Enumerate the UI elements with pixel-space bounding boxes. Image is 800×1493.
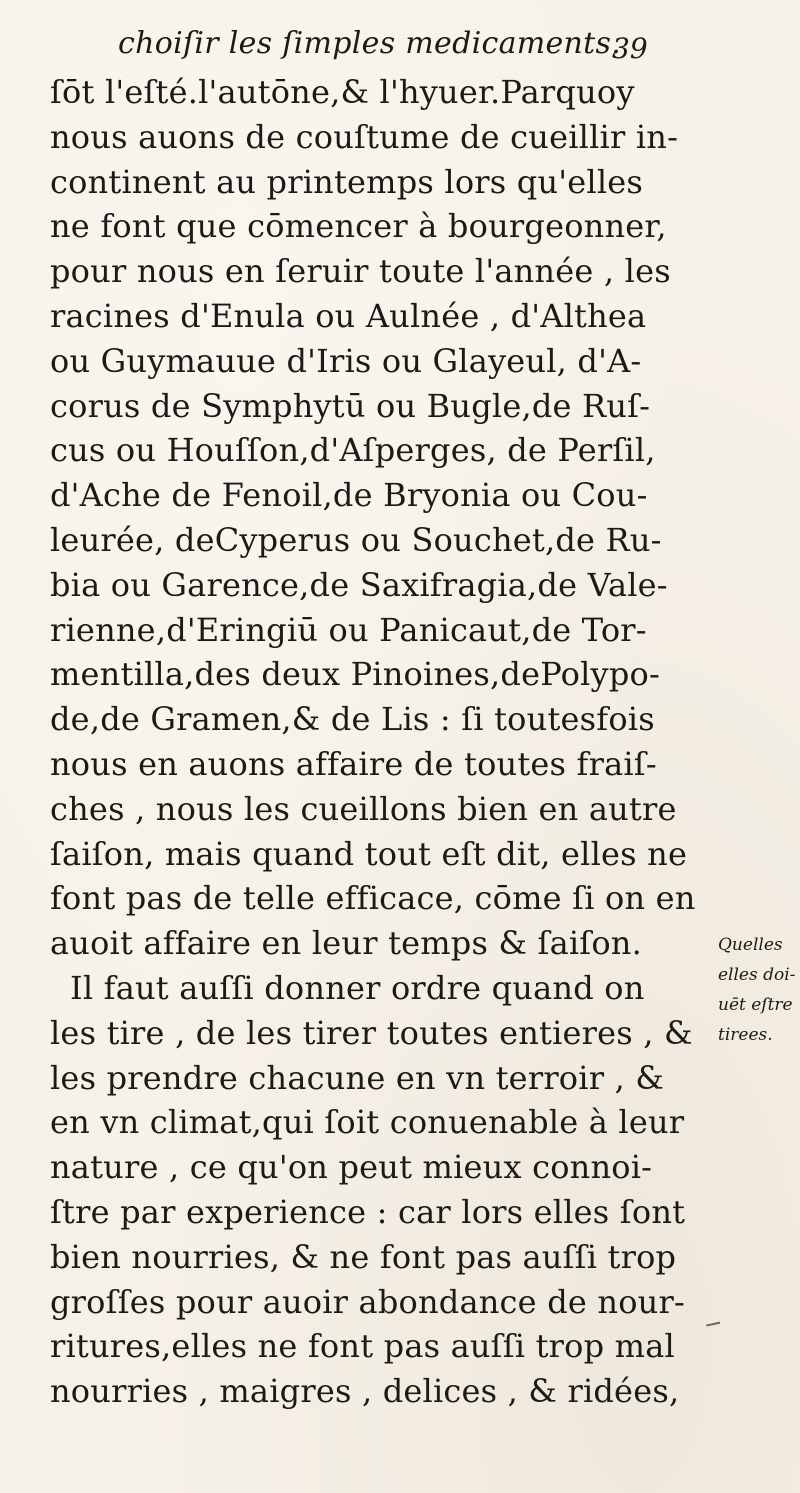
text-line: groſſes pour auoir abondance de nour- [50, 1282, 685, 1321]
marginal-note [718, 930, 798, 1050]
running-title: choiſir les ſimples medicaments. [118, 26, 622, 61]
text-line: corus de Symphytū ou Bugle,de Ruſ- [50, 386, 651, 425]
text-line: racines d'Enula ou Aulnée , d'Althea [50, 296, 647, 335]
text-line: ſōt l'eſté.l'autōne,& l'hyuer.Parquoy [50, 73, 635, 111]
text-line: mentilla,des deux Pinoines,dePolypo- [50, 655, 660, 694]
text-line: nature , ce qu'on peut mieux connoi- [50, 1148, 653, 1187]
marginal-note-line: uēt eſtre [718, 995, 793, 1015]
paragraph-start-line: Il faut auſſi donner ordre quand on [70, 968, 645, 1007]
text-line: ches , nous les cueillons bien en autre [50, 789, 677, 828]
text-line: auoit affaire en leur temps & ſaiſon. [50, 924, 642, 963]
marginal-note-line: elles doi- [718, 965, 796, 985]
text-line: les tire , de les tirer toutes entieres , & [50, 1013, 693, 1052]
text-line: ou Guymauue d'Iris ou Glayeul, d'A- [50, 341, 642, 380]
text-line: ſtre par experience : car lors elles ſont [50, 1192, 686, 1231]
text-line: d'Ache de Fenoil,de Bryonia ou Cou- [50, 476, 648, 515]
text-line: nous auons de couſtume de cueillir in- [50, 117, 679, 156]
page-header [0, 22, 800, 72]
text-line: rienne,d'Eringiū ou Panicaut,de Tor- [50, 610, 647, 649]
marginal-note-line: Quelles [718, 935, 783, 955]
text-line: font pas de telle efficace, cōme ſi on en [50, 879, 696, 918]
text-line: leurée, deCyperus ou Souchet,de Ru- [50, 520, 662, 559]
text-line: les prendre chacune en vn terroir , & [50, 1058, 665, 1097]
text-line: ritures,elles ne font pas auſſi trop mal [50, 1327, 675, 1366]
text-line: ne font que cōmencer à bourgeonner, [50, 207, 667, 246]
text-line: pour nous en ſeruir toute l'année , les [50, 252, 671, 291]
text-line: nous en auons affaire de toutes fraiſ- [50, 744, 657, 783]
text-line: nourries , maigres , delices , & ridées, [50, 1372, 680, 1411]
ink-mark [706, 1322, 722, 1335]
text-line: bien nourries, & ne font pas auſſi trop [50, 1237, 677, 1276]
text-line: cus ou Houſſon,d'Aſperges, de Perſil, [50, 431, 656, 470]
text-line: en vn climat,qui ſoit conuenable à leur [50, 1103, 685, 1142]
text-line: continent au printemps lors qu'elles [50, 162, 644, 201]
text-line: de,de Gramen,& de Lis : ſi toutesfois [50, 700, 655, 739]
text-line: bia ou Garence,de Saxifragia,de Vale- [50, 565, 668, 604]
page-number: 39 [612, 32, 648, 65]
marginal-note-line: tirees. [718, 1025, 773, 1045]
body-text [50, 70, 696, 1414]
text-line: ſaiſon, mais quand tout eſt dit, elles ne [50, 834, 688, 873]
